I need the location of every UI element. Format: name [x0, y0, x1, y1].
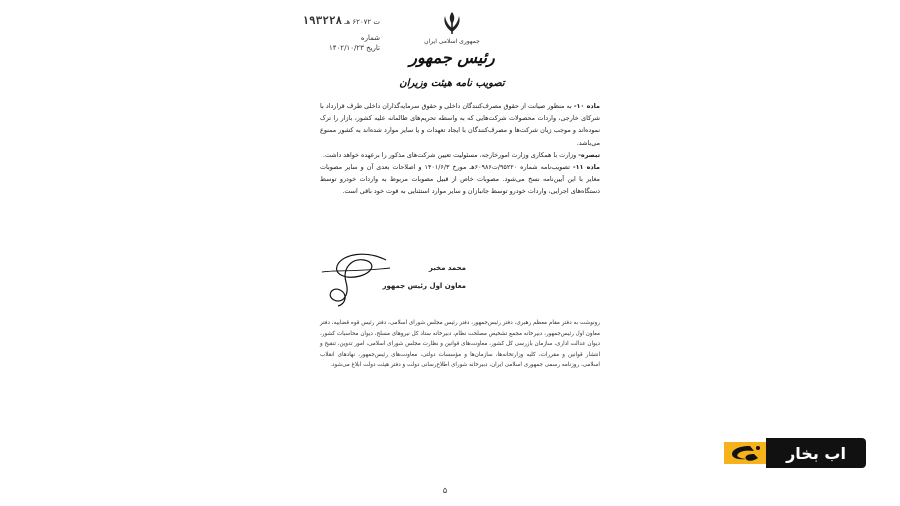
article-text: وزارت با همکاری وزارت امورخارجه، مسئولیت تعیین شرکت‌های مذکور را برعهده خواهد داشت.	[322, 150, 577, 159]
reference-number-prefix: ت ۶۲۰۷۲ هـ	[344, 18, 380, 26]
article-text: به منظور صیانت از حقوق مصرف‌کنندگان داخلی و حقوق سرمایه‌گذاران داخلی طرف قرارداد با شرکای خارجی، واردات محصولات شرکت‌هایی که به واسطه تحریم‌های ظالمانه علیه کشور، بازار را ترک نموده‌اند و موجب زیان شرکت‌ها و مصرف‌کنندگان با ایجاد تعهدات و یا سایر موارد شده‌اند به کشور ممنوع می‌باشد.	[320, 102, 600, 147]
signatory-role: معاون اول رئیس جمهور	[382, 282, 466, 290]
logo-text: اب بخار	[766, 438, 866, 468]
steam-logo-icon	[724, 438, 766, 468]
reference-number-value: ۱۹۳۲۲۸	[302, 14, 343, 27]
header-title: تصویب نامه هیئت وزیران	[399, 78, 505, 89]
reference-date-label: تاریخ	[366, 44, 380, 52]
page-number: ۵	[442, 486, 448, 495]
header-office: رئیس جمهور	[409, 48, 495, 67]
decree-body	[320, 100, 600, 198]
decree-page	[250, 0, 630, 506]
reference-date-value: ۱۴۰۲/۱۰/۲۳	[329, 44, 364, 52]
article-note	[320, 149, 600, 161]
reference-date	[280, 44, 380, 52]
article-label: ماده ۱۰-	[573, 102, 600, 110]
article-label: تبصره-	[578, 150, 600, 159]
signatory-name: محمد مخبر	[428, 264, 466, 272]
iran-emblem-icon	[440, 10, 464, 36]
header-country: جمهوری اسلامی ایران	[424, 38, 480, 45]
article-11	[320, 161, 600, 198]
reference-number	[280, 14, 380, 27]
reference-shomare-label: شماره	[360, 34, 380, 42]
article-text: تصویب‌نامه شماره ۹۵۲۲۰/ت۶۰۹۸۶هـ مورخ ۱۴۰۱/۶/۳ و اصلاحات بعدی آن و سایر مصوبات مغایر با این آیین‌نامه نسخ می‌شود. مصوبات خاص از قبیل مصوبات مربوط به واردات خودرو توسط دستگاه‌های اجرایی، واردات خودرو توسط جانبازان و سایر موارد استثنایی به قوت خود باقی است.	[320, 163, 600, 196]
handwritten-signature	[316, 246, 396, 308]
article-label: ماده ۱۱-	[572, 163, 600, 172]
carbon-copy-list: رونوشت به دفتر مقام معظم رهبری، دفتر رئیس‌جمهور، دفتر رئیس مجلس شورای اسلامی، دفتر رئیس قوه قضاییه، دفتر معاون اول رئیس‌جمهور، دبیرخانه مجمع تشخیص مصلحت نظام، دبیرخانه ستاد کل نیروهای مسلح، دیوان محاسبات کشور، دیوان عدالت اداری، سازمان بازرسی کل کشور، معاونت‌های قوانین و نظارت مجلس شورای اسلامی، امور تدوین، تنقیح و انتشار قوانین و مقررات، کلیه وزارتخانه‌ها، سازمان‌ها و مؤسسات دولتی، معاونت‌های رئیس‌جمهور، نهادهای انقلاب اسلامی، روزنامه رسمی جمهوری اسلامی ایران، دبیرخانه شورای اطلاع‌رسانی دولت و دفتر هیئت دولت ابلاغ می‌شود.	[320, 320, 600, 369]
site-logo[interactable]	[724, 438, 866, 468]
article-10	[320, 100, 600, 149]
